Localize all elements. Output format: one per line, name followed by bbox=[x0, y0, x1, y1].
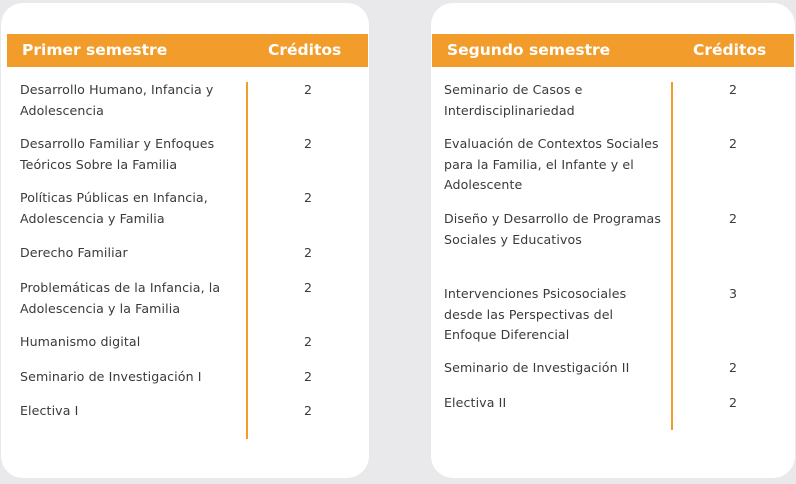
course-name: Problemáticas de la Infancia, la Adolescencia y la Familia bbox=[20, 280, 221, 316]
course-credits: 2 bbox=[728, 360, 738, 375]
semester-table-header bbox=[7, 34, 368, 67]
course-name: Políticas Públicas en Infancia, Adolescencia y Familia bbox=[20, 190, 208, 226]
course-name: Diseño y Desarrollo de Programas Sociales y Educativos bbox=[444, 211, 662, 247]
course-name: Derecho Familiar bbox=[20, 245, 128, 260]
course-name: Seminario de Investigación I bbox=[20, 369, 202, 384]
credits-column-header: Créditos bbox=[693, 41, 767, 59]
course-name: Desarrollo Humano, Infancia y Adolescencia bbox=[20, 82, 214, 118]
course-name: Electiva I bbox=[20, 403, 79, 418]
course-name: Humanismo digital bbox=[20, 334, 141, 349]
course-credits: 2 bbox=[728, 211, 738, 226]
semester-table-header bbox=[432, 34, 794, 67]
course-credits: 2 bbox=[303, 82, 313, 97]
course-credits: 2 bbox=[303, 136, 313, 151]
credits-column-header: Créditos bbox=[268, 41, 342, 59]
semester-card-first bbox=[1, 3, 369, 478]
course-name: Evaluación de Contextos Sociales para la Familia, el Infante y el Adolescente bbox=[444, 136, 659, 192]
course-credits: 2 bbox=[303, 334, 313, 349]
semester-title: Primer semestre bbox=[22, 41, 168, 59]
course-credits: 2 bbox=[728, 82, 738, 97]
course-name: Desarrollo Familiar y Enfoques Teóricos Sobre la Familia bbox=[20, 136, 215, 172]
course-name: Electiva II bbox=[444, 395, 507, 410]
course-credits: 3 bbox=[728, 286, 738, 301]
column-divider bbox=[671, 82, 673, 430]
course-credits: 2 bbox=[303, 403, 313, 418]
course-credits: 2 bbox=[728, 136, 738, 151]
course-credits: 2 bbox=[303, 369, 313, 384]
semester-title: Segundo semestre bbox=[447, 41, 611, 59]
course-credits: 2 bbox=[728, 395, 738, 410]
course-credits: 2 bbox=[303, 280, 313, 295]
column-divider bbox=[246, 82, 248, 439]
semester-card-second bbox=[431, 3, 795, 478]
course-credits: 2 bbox=[303, 245, 313, 260]
course-name: Seminario de Investigación II bbox=[444, 360, 630, 375]
course-name: Intervenciones Psicosociales desde las Perspectivas del Enfoque Diferencial bbox=[444, 286, 627, 342]
course-name: Seminario de Casos e Interdisciplinariedad bbox=[444, 82, 583, 118]
course-credits: 2 bbox=[303, 190, 313, 205]
